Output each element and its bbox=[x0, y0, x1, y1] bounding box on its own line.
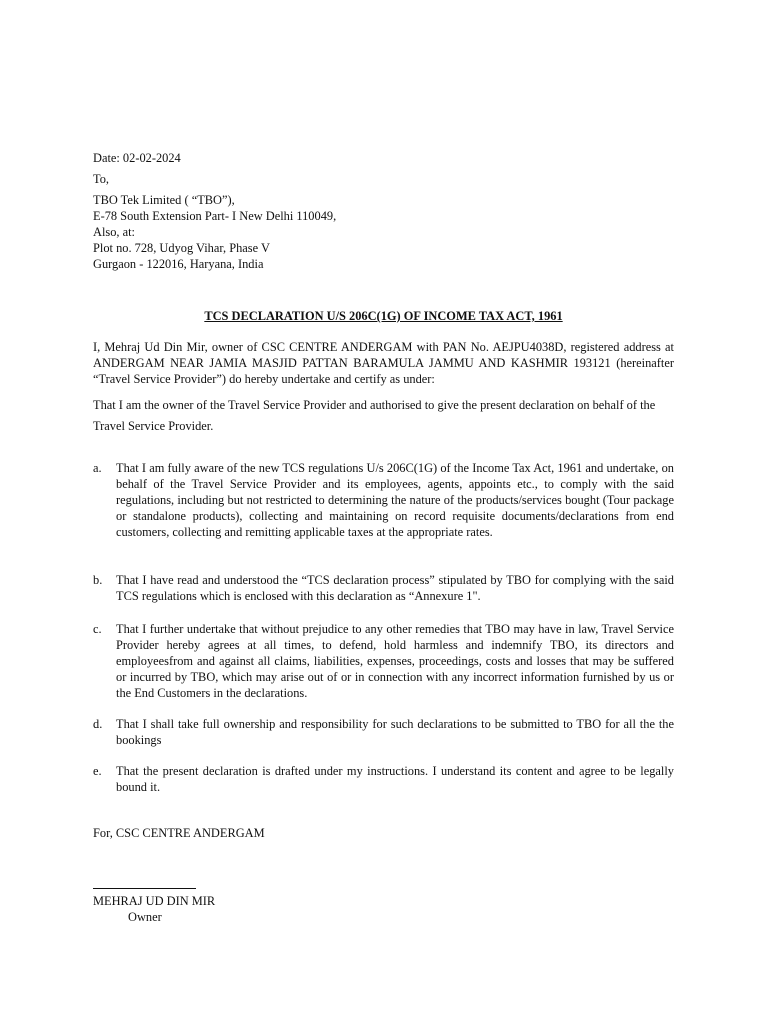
declaration-item-d bbox=[93, 716, 674, 748]
item-label: e. bbox=[93, 764, 102, 778]
item-text: That the present declaration is drafted under my instructions. I understand its content and agree to be legally bound it. bbox=[116, 764, 674, 794]
item-label: d. bbox=[93, 717, 103, 731]
address-line: TBO Tek Limited ( “TBO”), bbox=[93, 193, 235, 207]
intro-paragraph: I, Mehraj Ud Din Mir, owner of CSC CENTRE ANDERGAM with PAN No. AEJPU4038D, registered address at ANDERGAM NEAR JAMIA MASJID PATTAN BARAMULA JAMMU AND KASHMIR 193121 (hereinafter “Travel Service Provider”) do hereby undertake and certify as under: bbox=[93, 340, 674, 386]
item-text: That I am fully aware of the new TCS regulations U/s 206C(1G) of the Income Tax Act, 1961 and undertake, on behalf of the Travel Service Provider and its employees, agents, appoints etc., to comply with the said regulations, including but not restricted to determining the nature of the products/services bought (Tour package or standalone products), collecting and maintaining on record requisite documents/declarations from end customers, collecting and remitting applicable taxes at the appropriate rates. bbox=[116, 461, 674, 539]
signatory-name: MEHRAJ UD DIN MIR bbox=[93, 894, 216, 908]
declaration-item-c bbox=[93, 621, 674, 701]
signatory-role: Owner bbox=[128, 910, 162, 924]
item-label: b. bbox=[93, 573, 103, 587]
address-line: Gurgaon - 122016, Haryana, India bbox=[93, 257, 264, 271]
signature-line bbox=[93, 888, 196, 889]
date-line: Date: 02-02-2024 bbox=[93, 151, 181, 165]
declaration-item-e bbox=[93, 763, 674, 795]
item-text: That I shall take full ownership and responsibility for such declarations to be submitted to TBO for all the the bookings bbox=[116, 717, 674, 747]
declaration-item-b bbox=[93, 572, 674, 604]
item-label: c. bbox=[93, 622, 102, 636]
for-line: For, CSC CENTRE ANDERGAM bbox=[93, 826, 265, 840]
address-line: E-78 South Extension Part- I New Delhi 110049, bbox=[93, 209, 337, 223]
item-text: That I further undertake that without prejudice to any other remedies that TBO may have in law, Travel Service Provider hereby agrees at all times, to defend, hold harmless and indemnify TBO, its directors and employeesfrom and against all claims, liabilities, expenses, proceedings, costs and losses that may be suffered or incurred by TBO, which may arise out of or in connection with any incorrect information furnished by us or the End Customers in the declarations. bbox=[116, 622, 674, 700]
document-title: TCS DECLARATION U/S 206C(1G) OF INCOME TAX ACT, 1961 bbox=[204, 309, 563, 323]
to-line: To, bbox=[93, 172, 109, 186]
item-text: That I have read and understood the “TCS declaration process” stipulated by TBO for complying with the said TCS regulations which is enclosed with this declaration as “Annexure 1". bbox=[116, 573, 674, 603]
owner-statement: That I am the owner of the Travel Service Provider and authorised to give the present declaration on behalf of the Travel Service Provider. bbox=[93, 398, 656, 433]
address-line: Also, at: bbox=[93, 225, 135, 239]
item-label: a. bbox=[93, 461, 102, 475]
declaration-item-a bbox=[93, 460, 674, 540]
address-line: Plot no. 728, Udyog Vihar, Phase V bbox=[93, 241, 270, 255]
